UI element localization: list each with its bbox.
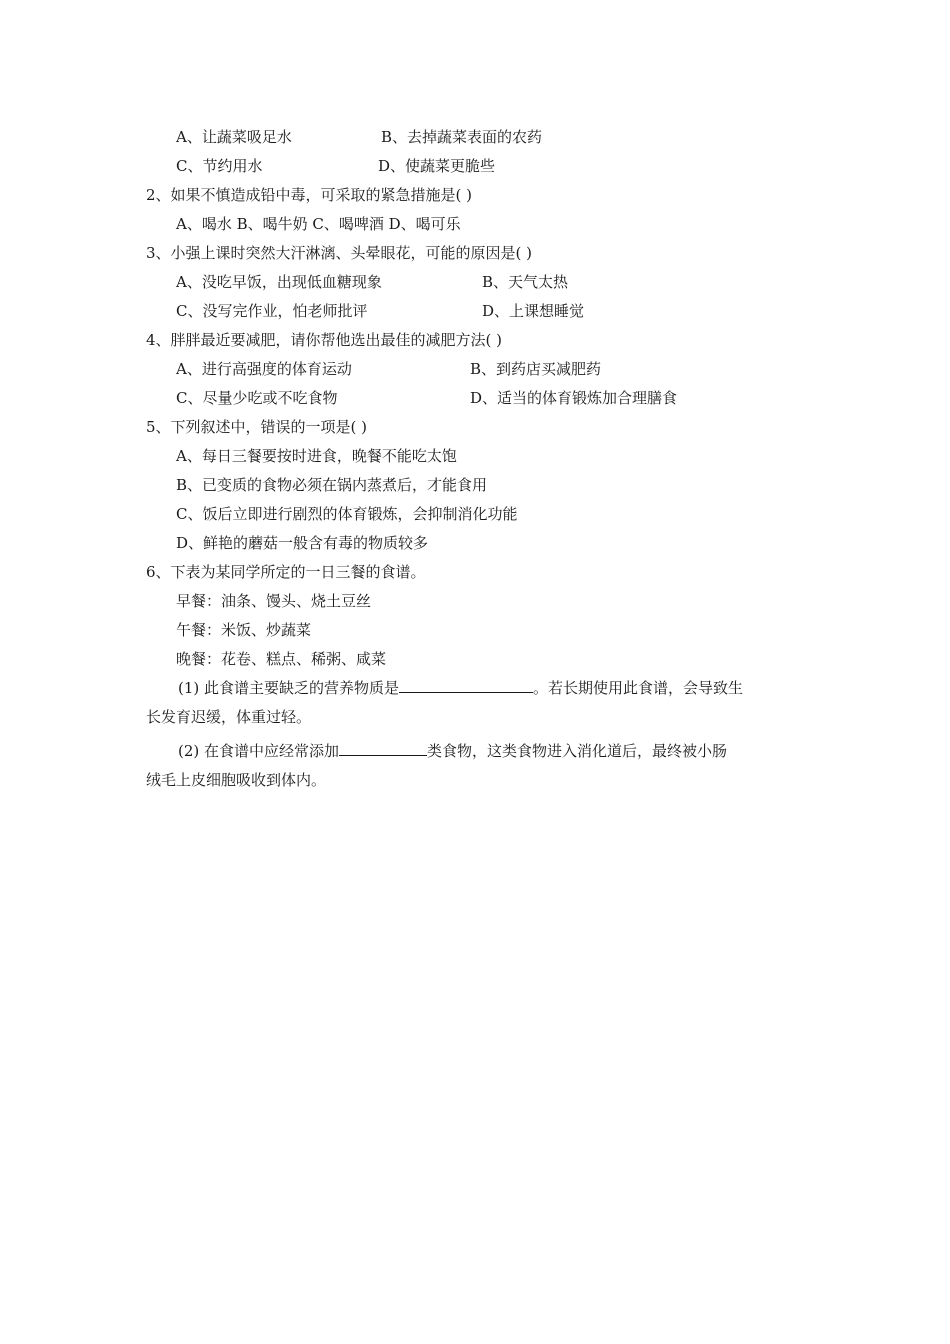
q4-option-b: B、到药店买减肥药 — [470, 360, 602, 378]
q5-option-a: A、每日三餐要按时进食，晚餐不能吃太饱 — [176, 447, 457, 465]
q6-stem: 6、下表为某同学所定的一日三餐的食谱。 — [146, 563, 426, 581]
q1-option-b: B、去掉蔬菜表面的农药 — [381, 128, 543, 146]
q2-options: A、喝水 B、喝牛奶 C、喝啤酒 D、喝可乐 — [176, 215, 461, 233]
q3-stem: 3、小强上课时突然大汗淋漓、头晕眼花，可能的原因是( ) — [146, 244, 533, 262]
q5-option-c: C、饭后立即进行剧烈的体育锻炼，会抑制消化功能 — [176, 505, 518, 523]
q6-sub1-line2: 长发育迟缓，体重过轻。 — [146, 708, 312, 726]
q6-lunch: 午餐：米饭、炒蔬菜 — [176, 621, 312, 639]
q1-option-a: A、让蔬菜吸足水 — [176, 128, 292, 146]
q5-stem: 5、下列叙述中，错误的一项是( ) — [146, 418, 368, 436]
q3-option-c: C、没写完作业，怕老师批评 — [176, 302, 368, 320]
answer-blank-2[interactable] — [339, 741, 427, 756]
q6-dinner: 晚餐：花卷、糕点、稀粥、咸菜 — [176, 650, 387, 668]
q3-option-a: A、没吃早饭，出现低血糖现象 — [176, 273, 382, 291]
q4-option-a: A、进行高强度的体育运动 — [176, 360, 352, 378]
q6-sub2-end: 类食物，这类食物进入消化道后，最终被小肠 — [427, 742, 728, 760]
q4-option-c: C、尽量少吃或不吃食物 — [176, 389, 338, 407]
q6-sub1-end: 。若长期使用此食谱，会导致生 — [533, 679, 744, 697]
q5-option-d: D、鲜艳的蘑菇一般含有毒的物质较多 — [176, 534, 429, 552]
q3-option-d: D、上课想睡觉 — [482, 302, 585, 320]
q4-stem: 4、胖胖最近要减肥，请你帮他选出最佳的减肥方法( ) — [146, 331, 503, 349]
q1-option-c: C、节约用水 — [176, 157, 263, 175]
q2-stem: 2、如果不慎造成铅中毒，可采取的紧急措施是( ) — [146, 186, 473, 204]
q4-option-d: D、适当的体育锻炼加合理膳食 — [470, 389, 678, 407]
q6-sub1-line1 — [178, 678, 743, 698]
q6-breakfast: 早餐：油条、馒头、烧土豆丝 — [176, 592, 372, 610]
q5-option-b: B、已变质的食物必须在锅内蒸煮后，才能食用 — [176, 476, 488, 494]
q3-option-b: B、天气太热 — [482, 273, 569, 291]
answer-blank-1[interactable] — [399, 678, 533, 693]
q6-sub2-start: (2) 在食谱中应经常添加 — [178, 742, 340, 760]
q6-sub2-line1 — [178, 741, 727, 761]
q6-sub2-line2: 绒毛上皮细胞吸收到体内。 — [146, 771, 327, 789]
q6-sub1-start: (1) 此食谱主要缺乏的营养物质是 — [178, 679, 400, 697]
q1-option-d: D、使蔬菜更脆些 — [378, 157, 496, 175]
